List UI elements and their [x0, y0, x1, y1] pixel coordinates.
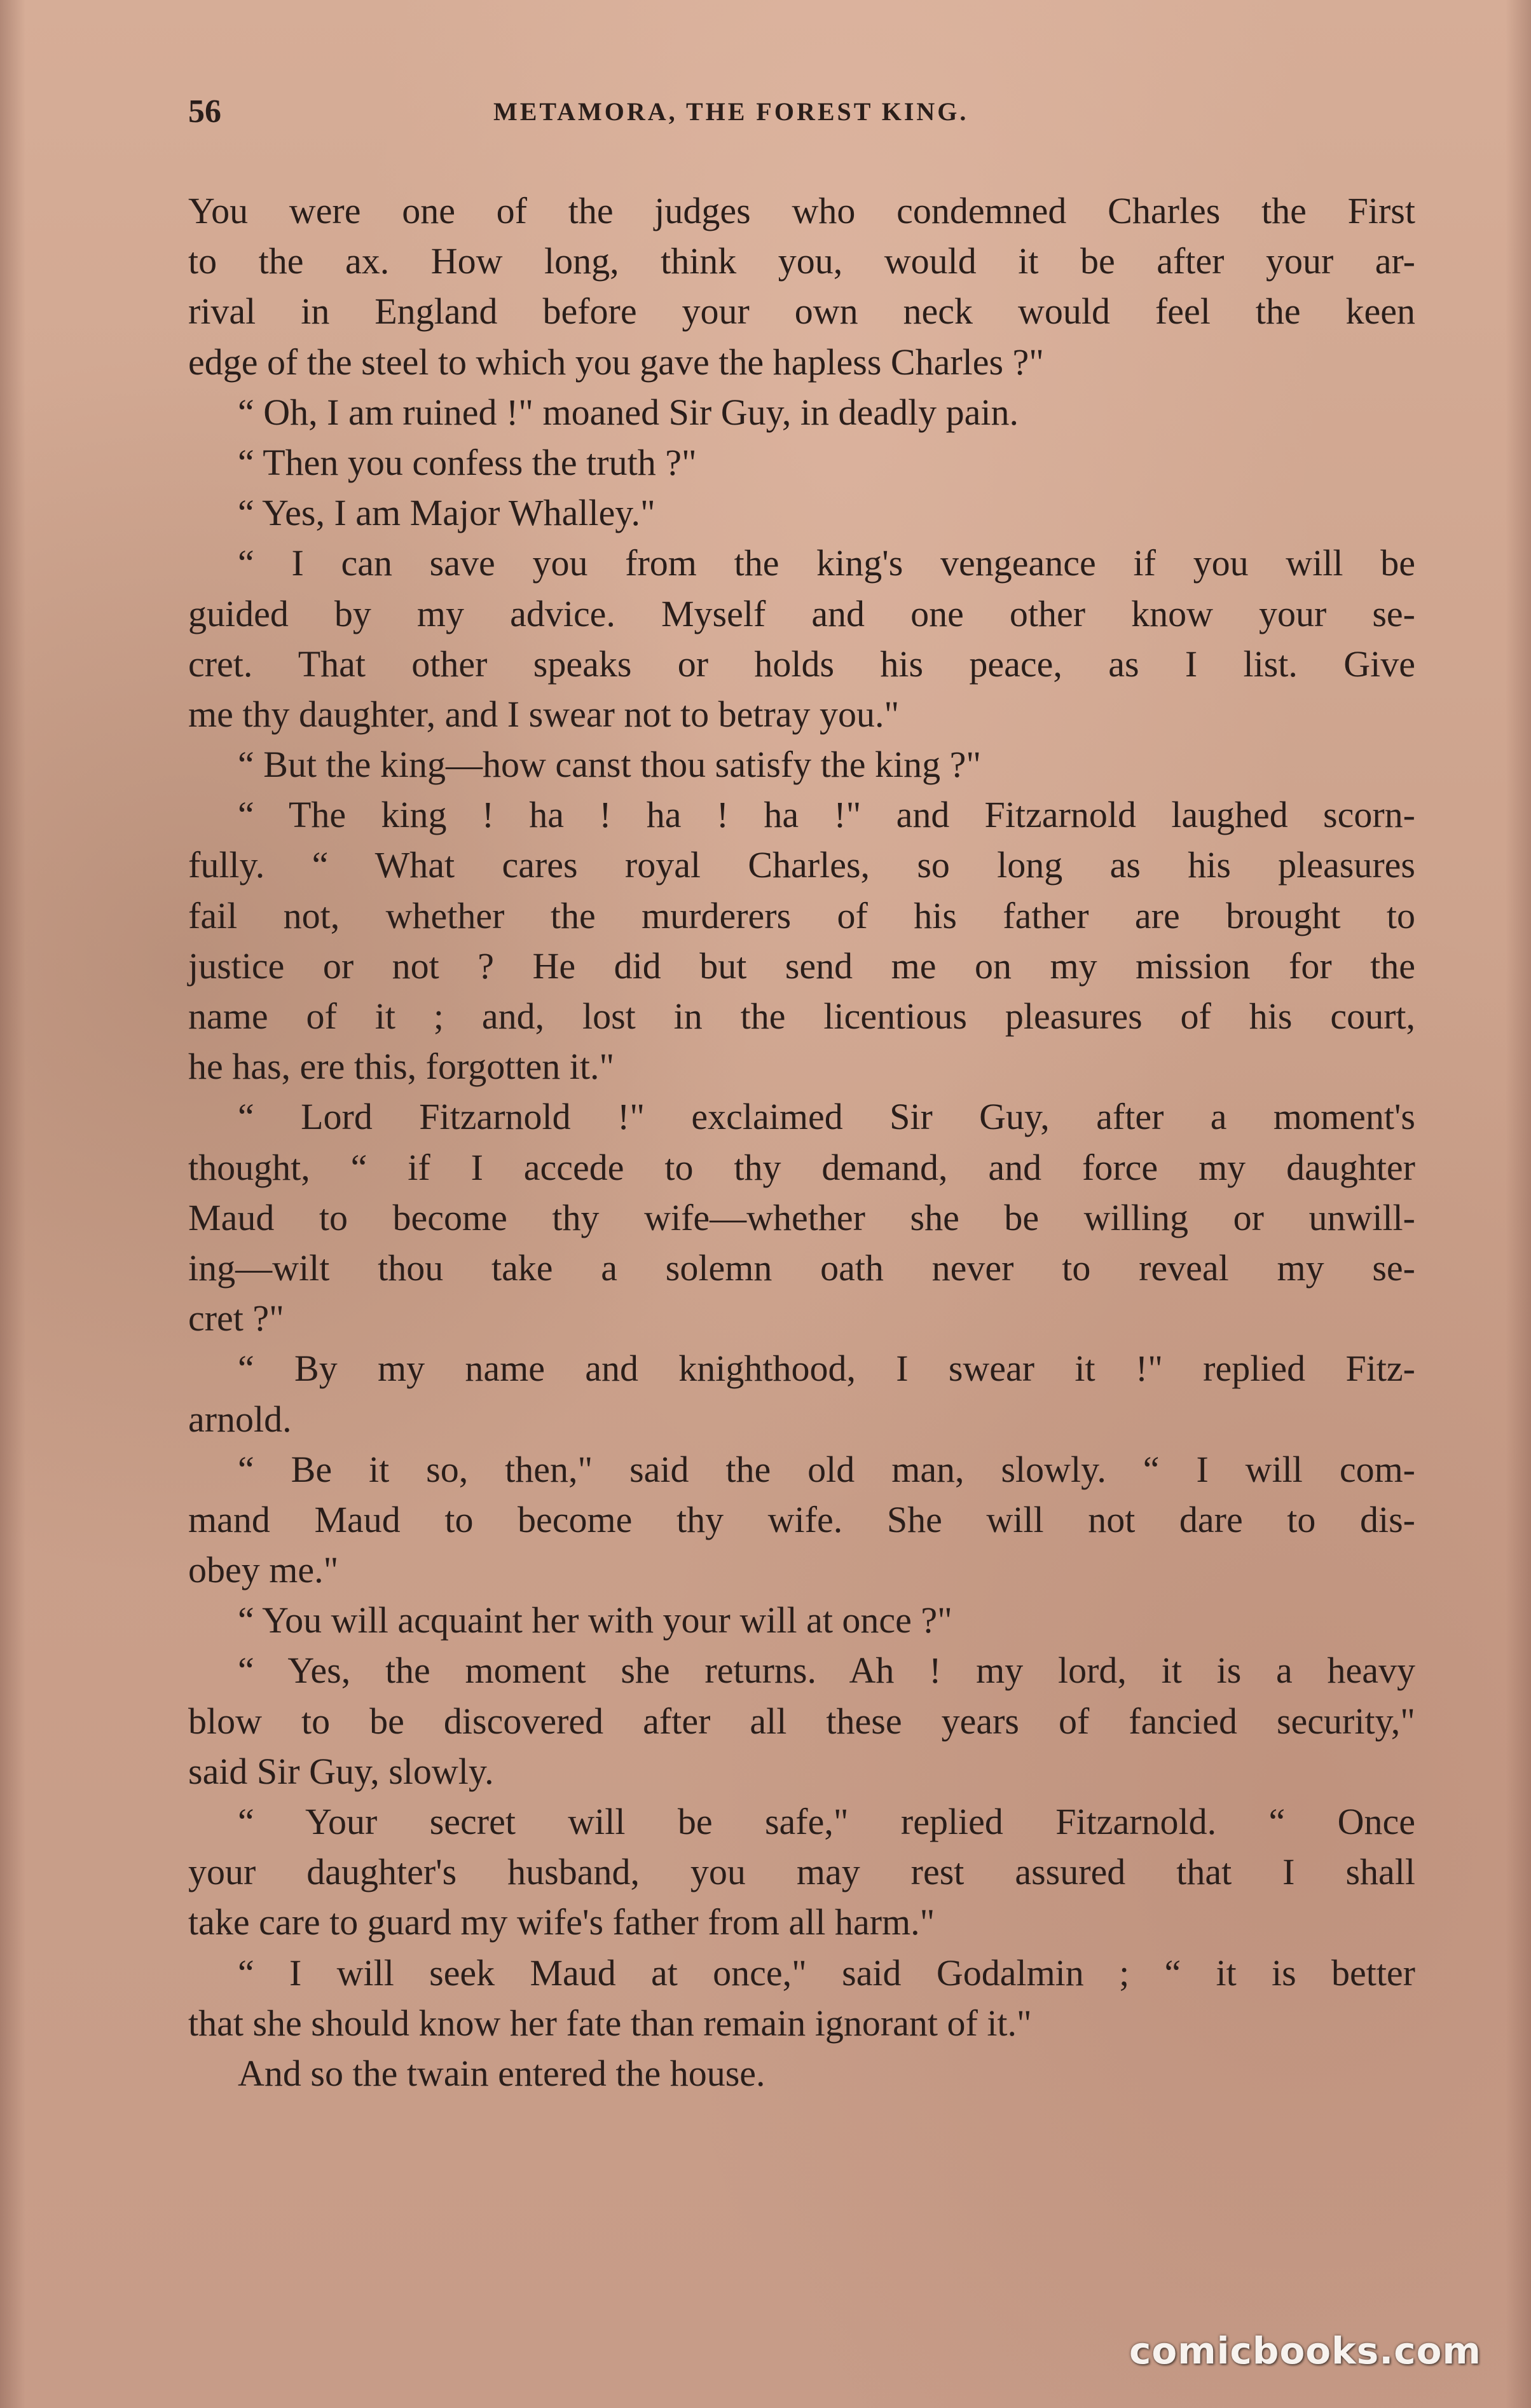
text-line: “ But the king—how canst thou satisfy the king ?"	[238, 744, 982, 786]
text-line: “ Lord Fitzarnold !" exclaimed Sir Guy, after a moment's	[238, 1096, 1415, 1138]
text-line: rival in England before your own neck would feel the keen	[188, 291, 1415, 332]
text-line: take care to guard my wife's father from all harm."	[188, 1901, 935, 1943]
text-line: guided by my advice. Myself and one other know your se-	[188, 592, 1415, 634]
text-line: justice or not ? He did but send me on my mission for the	[188, 945, 1415, 987]
text-line: ing—wilt thou take a solemn oath never to reveal my se-	[188, 1247, 1415, 1289]
text-line: “ I will seek Maud at once," said Godalmin ; “ it is better	[238, 1952, 1415, 1994]
text-line: fully. “ What cares royal Charles, so long as his pleasures	[188, 844, 1415, 886]
text-line: “ The king ! ha ! ha ! ha !" and Fitzarnold laughed scorn-	[238, 794, 1415, 836]
text-line: “ You will acquaint her with your will at once ?"	[238, 1599, 952, 1641]
text-line: name of it ; and, lost in the licentious pleasures of his court,	[188, 995, 1415, 1037]
text-line: “ By my name and knighthood, I swear it !" replied Fitz-	[238, 1348, 1415, 1390]
text-line: fail not, whether the murderers of his father are brought to	[188, 894, 1415, 936]
text-line: cret ?"	[188, 1297, 284, 1339]
text-line: he has, ere this, forgotten it."	[188, 1046, 615, 1088]
running-title: METAMORA, THE FOREST KING.	[493, 97, 969, 126]
text-line: “ Oh, I am ruined !" moaned Sir Guy, in deadly pain.	[238, 391, 1019, 433]
text-line: your daughter's husband, you may rest assured that I shall	[188, 1851, 1415, 1893]
text-line: “ Yes, I am Major Whalley."	[238, 492, 656, 534]
text-line: “ Yes, the moment she returns. Ah ! my lord, it is a heavy	[238, 1650, 1415, 1692]
text-line: And so the twain entered the house.	[238, 2052, 766, 2094]
text-line: “ Then you confess the truth ?"	[238, 441, 697, 483]
page-number: 56	[188, 93, 221, 130]
running-head	[188, 93, 1415, 131]
text-line: cret. That other speaks or holds his peace, as I list. Give	[188, 643, 1415, 685]
text-line: to the ax. How long, think you, would it be after your ar-	[188, 240, 1415, 282]
text-line: arnold.	[188, 1398, 292, 1440]
page-edge-shadow-left	[0, 0, 25, 2408]
body-text	[188, 186, 1415, 2098]
watermark: comicbooks.com	[1129, 2329, 1481, 2372]
text-line: blow to be discovered after all these years of fancied security,"	[188, 1700, 1415, 1742]
text-line: “ Be it so, then," said the old man, slowly. “ I will com-	[238, 1448, 1415, 1490]
text-line: “ Your secret will be safe," replied Fitzarnold. “ Once	[238, 1801, 1415, 1842]
text-line: me thy daughter, and I swear not to betray you."	[188, 693, 900, 735]
text-line: said Sir Guy, slowly.	[188, 1750, 494, 1792]
text-line: mand Maud to become thy wife. She will not dare to dis-	[188, 1498, 1415, 1540]
text-line: You were one of the judges who condemned Charles the First	[188, 190, 1415, 231]
text-line: obey me."	[188, 1549, 339, 1591]
text-line: thought, “ if I accede to thy demand, and force my daughter	[188, 1146, 1415, 1188]
text-line: Maud to become thy wife—whether she be willing or unwill-	[188, 1196, 1415, 1238]
text-line: edge of the steel to which you gave the hapless Charles ?"	[188, 341, 1044, 383]
text-line: “ I can save you from the king's vengeance if you will be	[238, 542, 1415, 584]
text-line: that she should know her fate than remain ignorant of it."	[188, 2002, 1032, 2044]
page-edge-shadow-right	[1506, 0, 1531, 2408]
